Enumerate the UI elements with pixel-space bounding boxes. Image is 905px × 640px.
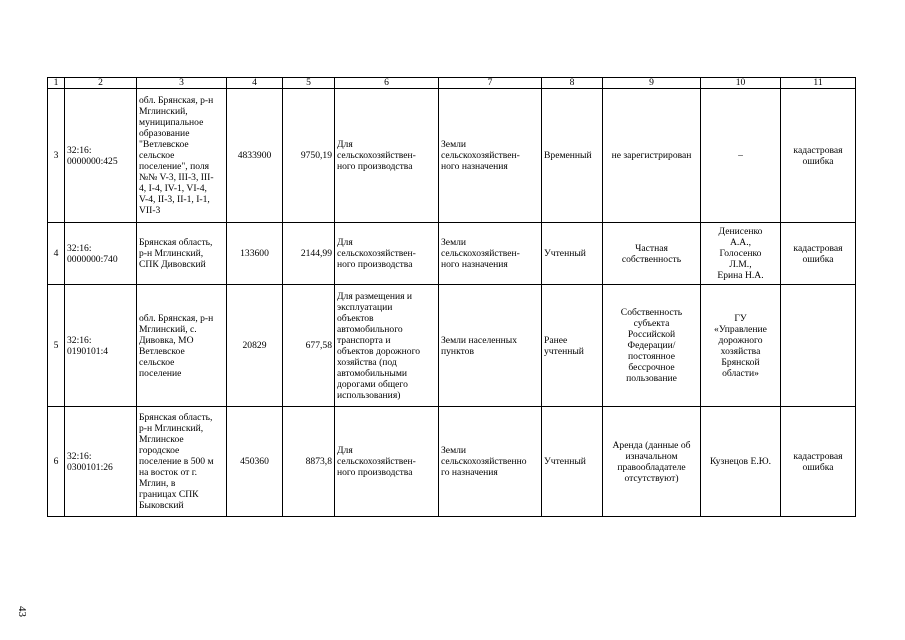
page-number: 43 [16, 606, 28, 617]
column-header: 4 [227, 78, 283, 89]
permitted-use-line: сельскохозяйствен- [337, 248, 416, 259]
location-line: сельское [139, 150, 175, 161]
column-header: 5 [283, 78, 335, 89]
record-status-line: Временный [544, 150, 592, 161]
location-line: поселение в 500 м [139, 456, 214, 467]
location-line: поселение", поля [139, 161, 210, 172]
record-status-cell [542, 223, 603, 285]
record-status-line: учтенный [544, 345, 584, 357]
permitted-use-line: ного производства [337, 259, 413, 270]
location-line: Брянская область, [139, 237, 213, 248]
right-holder-line: Брянской [721, 356, 760, 368]
right-holder-line: Голосенко [719, 248, 762, 259]
area-cell: 8873,8 [283, 407, 335, 517]
right-holder-line: «Управление [714, 323, 767, 335]
rights-type-line: бессрочное [628, 362, 675, 373]
permitted-use-line: использования) [337, 389, 401, 401]
cadastral-value-cell: 450360 [227, 407, 283, 517]
area-cell: 9750,19 [283, 89, 335, 223]
table-row [48, 223, 856, 285]
right-holder-cell [701, 285, 781, 407]
location-line: поселение [139, 367, 182, 379]
land-category-line: Земли [441, 445, 467, 456]
cadastral-number-cell [65, 285, 137, 407]
note-cell [781, 223, 856, 285]
land-category-line: Земли [441, 237, 467, 248]
location-line: V-4, II-3, II-1, I-1, [139, 194, 210, 205]
rights-type-line: Собственность [620, 307, 683, 318]
permitted-use-line: дорогами общего [337, 378, 408, 390]
note-line: кадастровая [793, 450, 843, 462]
header-row [48, 78, 856, 89]
land-category-cell [439, 407, 542, 517]
cadastral-number-line: 0190101:4 [67, 345, 109, 357]
permitted-use-line: ного производства [337, 467, 413, 478]
location-line: обл. Брянская, р-н [139, 95, 214, 106]
cadastral-value-cell: 133600 [227, 223, 283, 285]
location-line: образование [139, 128, 190, 139]
location-line: СПК Дивовский [139, 259, 206, 270]
location-line: "Ветлевское [139, 139, 189, 150]
column-header: 6 [335, 78, 439, 89]
note-cell [781, 285, 856, 407]
right-holder-line: области» [722, 367, 759, 379]
area-cell: 677,58 [283, 285, 335, 407]
record-status-cell [542, 407, 603, 517]
note-line: кадастровая [793, 242, 843, 254]
right-holder-line: Денисенко [718, 226, 763, 237]
cadastral-number-line: 0300101:26 [67, 461, 113, 473]
rights-type-line: изначальном [625, 450, 678, 462]
permitted-use-cell [335, 223, 439, 285]
rights-type-line: Российской [627, 329, 676, 340]
location-line: муниципальное [139, 117, 204, 128]
permitted-use-line: сельскохозяйствен- [337, 150, 416, 161]
location-line: границах СПК [139, 489, 199, 500]
permitted-use-line: транспорта и [337, 334, 391, 346]
record-status-line: Ранее [544, 334, 568, 346]
right-holder-line: Кузнецов Е.Ю. [709, 456, 772, 467]
permitted-use-line: автомобильными [337, 367, 408, 379]
rights-type-line: не зарегистрирован [611, 150, 692, 161]
column-header: 1 [48, 78, 65, 89]
permitted-use-line: хозяйства (под [337, 356, 397, 368]
location-cell [137, 407, 227, 517]
land-category-line: пунктов [441, 345, 474, 357]
cadastral-number-cell [65, 407, 137, 517]
location-line: №№ V-3, III-3, III- [139, 172, 214, 183]
rights-type-line: субъекта [633, 318, 670, 329]
table-row [48, 89, 856, 223]
location-line: Ветлевское [139, 345, 185, 357]
location-line: городское [139, 445, 180, 456]
rights-type-line: постоянное [628, 351, 675, 362]
location-cell [137, 89, 227, 223]
permitted-use-cell [335, 407, 439, 517]
cadastral-value-cell: 20829 [227, 285, 283, 407]
note-line: ошибка [802, 253, 834, 265]
location-line: на восток от г. [139, 467, 197, 478]
row-number-cell: 5 [48, 285, 65, 407]
right-holder-line: ГУ [734, 312, 747, 324]
cadastral-number-line: 32:16: [67, 450, 92, 462]
rights-type-line: пользование [626, 373, 677, 384]
rights-type-line: правообладателе [617, 461, 686, 473]
cadastral-number-line: 32:16: [67, 334, 92, 346]
location-cell [137, 223, 227, 285]
rights-type-cell [603, 223, 701, 285]
right-holder-line: дорожного [718, 334, 763, 346]
column-header: 7 [439, 78, 542, 89]
land-category-line: ного назначения [441, 161, 508, 172]
location-line: Дивовка, МО [139, 334, 194, 346]
row-number-cell: 3 [48, 89, 65, 223]
column-header: 9 [603, 78, 701, 89]
note-line: кадастровая [793, 144, 843, 156]
column-header: 11 [781, 78, 856, 89]
location-line: 4, I-4, IV-1, VI-4, [139, 183, 207, 194]
location-line: Мглин, в [139, 478, 176, 489]
column-header: 8 [542, 78, 603, 89]
area-cell: 2144,99 [283, 223, 335, 285]
permitted-use-line: Для [337, 445, 353, 456]
permitted-use-line: эксплуатации [337, 301, 393, 313]
location-cell [137, 285, 227, 407]
permitted-use-line: Для [337, 139, 353, 150]
right-holder-cell [701, 89, 781, 223]
right-holder-line: А.А., [729, 237, 752, 248]
note-line: ошибка [802, 155, 834, 167]
location-line: Быковский [139, 500, 184, 511]
land-category-line: сельскохозяйствен- [441, 150, 520, 161]
right-holder-line: Л.М., [729, 259, 752, 270]
record-status-line: Учтенный [544, 248, 586, 259]
right-holder-cell [701, 407, 781, 517]
land-category-cell [439, 223, 542, 285]
permitted-use-line: сельскохозяйствен- [337, 456, 416, 467]
cadastral-number-line: 32:16: [67, 242, 92, 254]
land-category-line: Земли [441, 139, 467, 150]
column-header: 2 [65, 78, 137, 89]
cadastral-value-cell: 4833900 [227, 89, 283, 223]
land-category-line: сельскохозяйственно [441, 456, 527, 467]
location-line: р-н Мглинский, [139, 248, 204, 259]
land-category-line: го назначения [441, 467, 498, 478]
cadastral-number-line: 0000000:425 [67, 155, 118, 167]
rights-type-line: Аренда (данные об [612, 439, 691, 451]
permitted-use-line: Для [337, 237, 353, 248]
location-line: Брянская область, [139, 412, 213, 423]
location-line: Мглинский, с. [139, 323, 197, 335]
column-header: 3 [137, 78, 227, 89]
row-number-cell: 4 [48, 223, 65, 285]
column-header: 10 [701, 78, 781, 89]
cadastral-number-cell [65, 89, 137, 223]
rights-type-line: отсутствуют) [624, 472, 679, 484]
note-cell [781, 407, 856, 517]
right-holder-cell [701, 223, 781, 285]
note-line: ошибка [802, 461, 834, 473]
row-number-cell: 6 [48, 407, 65, 517]
permitted-use-line: Для размещения и [337, 290, 413, 302]
rights-type-line: собственность [621, 253, 682, 265]
rights-type-cell [603, 89, 701, 223]
cadastral-number-line: 32:16: [67, 144, 92, 156]
table-row [48, 407, 856, 517]
rights-type-cell [603, 407, 701, 517]
permitted-use-line: автомобильного [337, 323, 403, 335]
rights-type-cell [603, 285, 701, 407]
table-body [48, 78, 856, 517]
land-category-cell [439, 89, 542, 223]
cadastral-number-cell [65, 223, 137, 285]
permitted-use-line: объектов дорожного [337, 345, 421, 357]
note-cell [781, 89, 856, 223]
right-holder-line: хозяйства [720, 345, 761, 357]
location-line: обл. Брянская, р-н [139, 312, 214, 324]
location-line: VII-3 [139, 205, 161, 216]
right-holder-line: – [738, 150, 743, 161]
location-line: Мглинское [139, 434, 184, 445]
record-status-cell [542, 285, 603, 407]
land-register-table [47, 77, 856, 517]
table-row [48, 285, 856, 407]
location-line: Мглинский, [139, 106, 188, 117]
permitted-use-cell [335, 89, 439, 223]
permitted-use-line: ного производства [337, 161, 413, 172]
land-category-line: ного назначения [441, 259, 508, 270]
rights-type-line: Федерации/ [627, 340, 676, 351]
location-line: сельское [139, 356, 175, 368]
permitted-use-cell [335, 285, 439, 407]
cadastral-number-line: 0000000:740 [67, 253, 118, 265]
permitted-use-line: объектов [337, 312, 374, 324]
land-category-cell [439, 285, 542, 407]
right-holder-line: Ерина Н.А. [717, 270, 764, 281]
rights-type-line: Частная [635, 242, 668, 254]
land-category-line: сельскохозяйствен- [441, 248, 520, 259]
record-status-line: Учтенный [544, 456, 586, 467]
location-line: р-н Мглинский, [139, 423, 204, 434]
land-category-line: Земли населенных [441, 334, 518, 346]
record-status-cell [542, 89, 603, 223]
